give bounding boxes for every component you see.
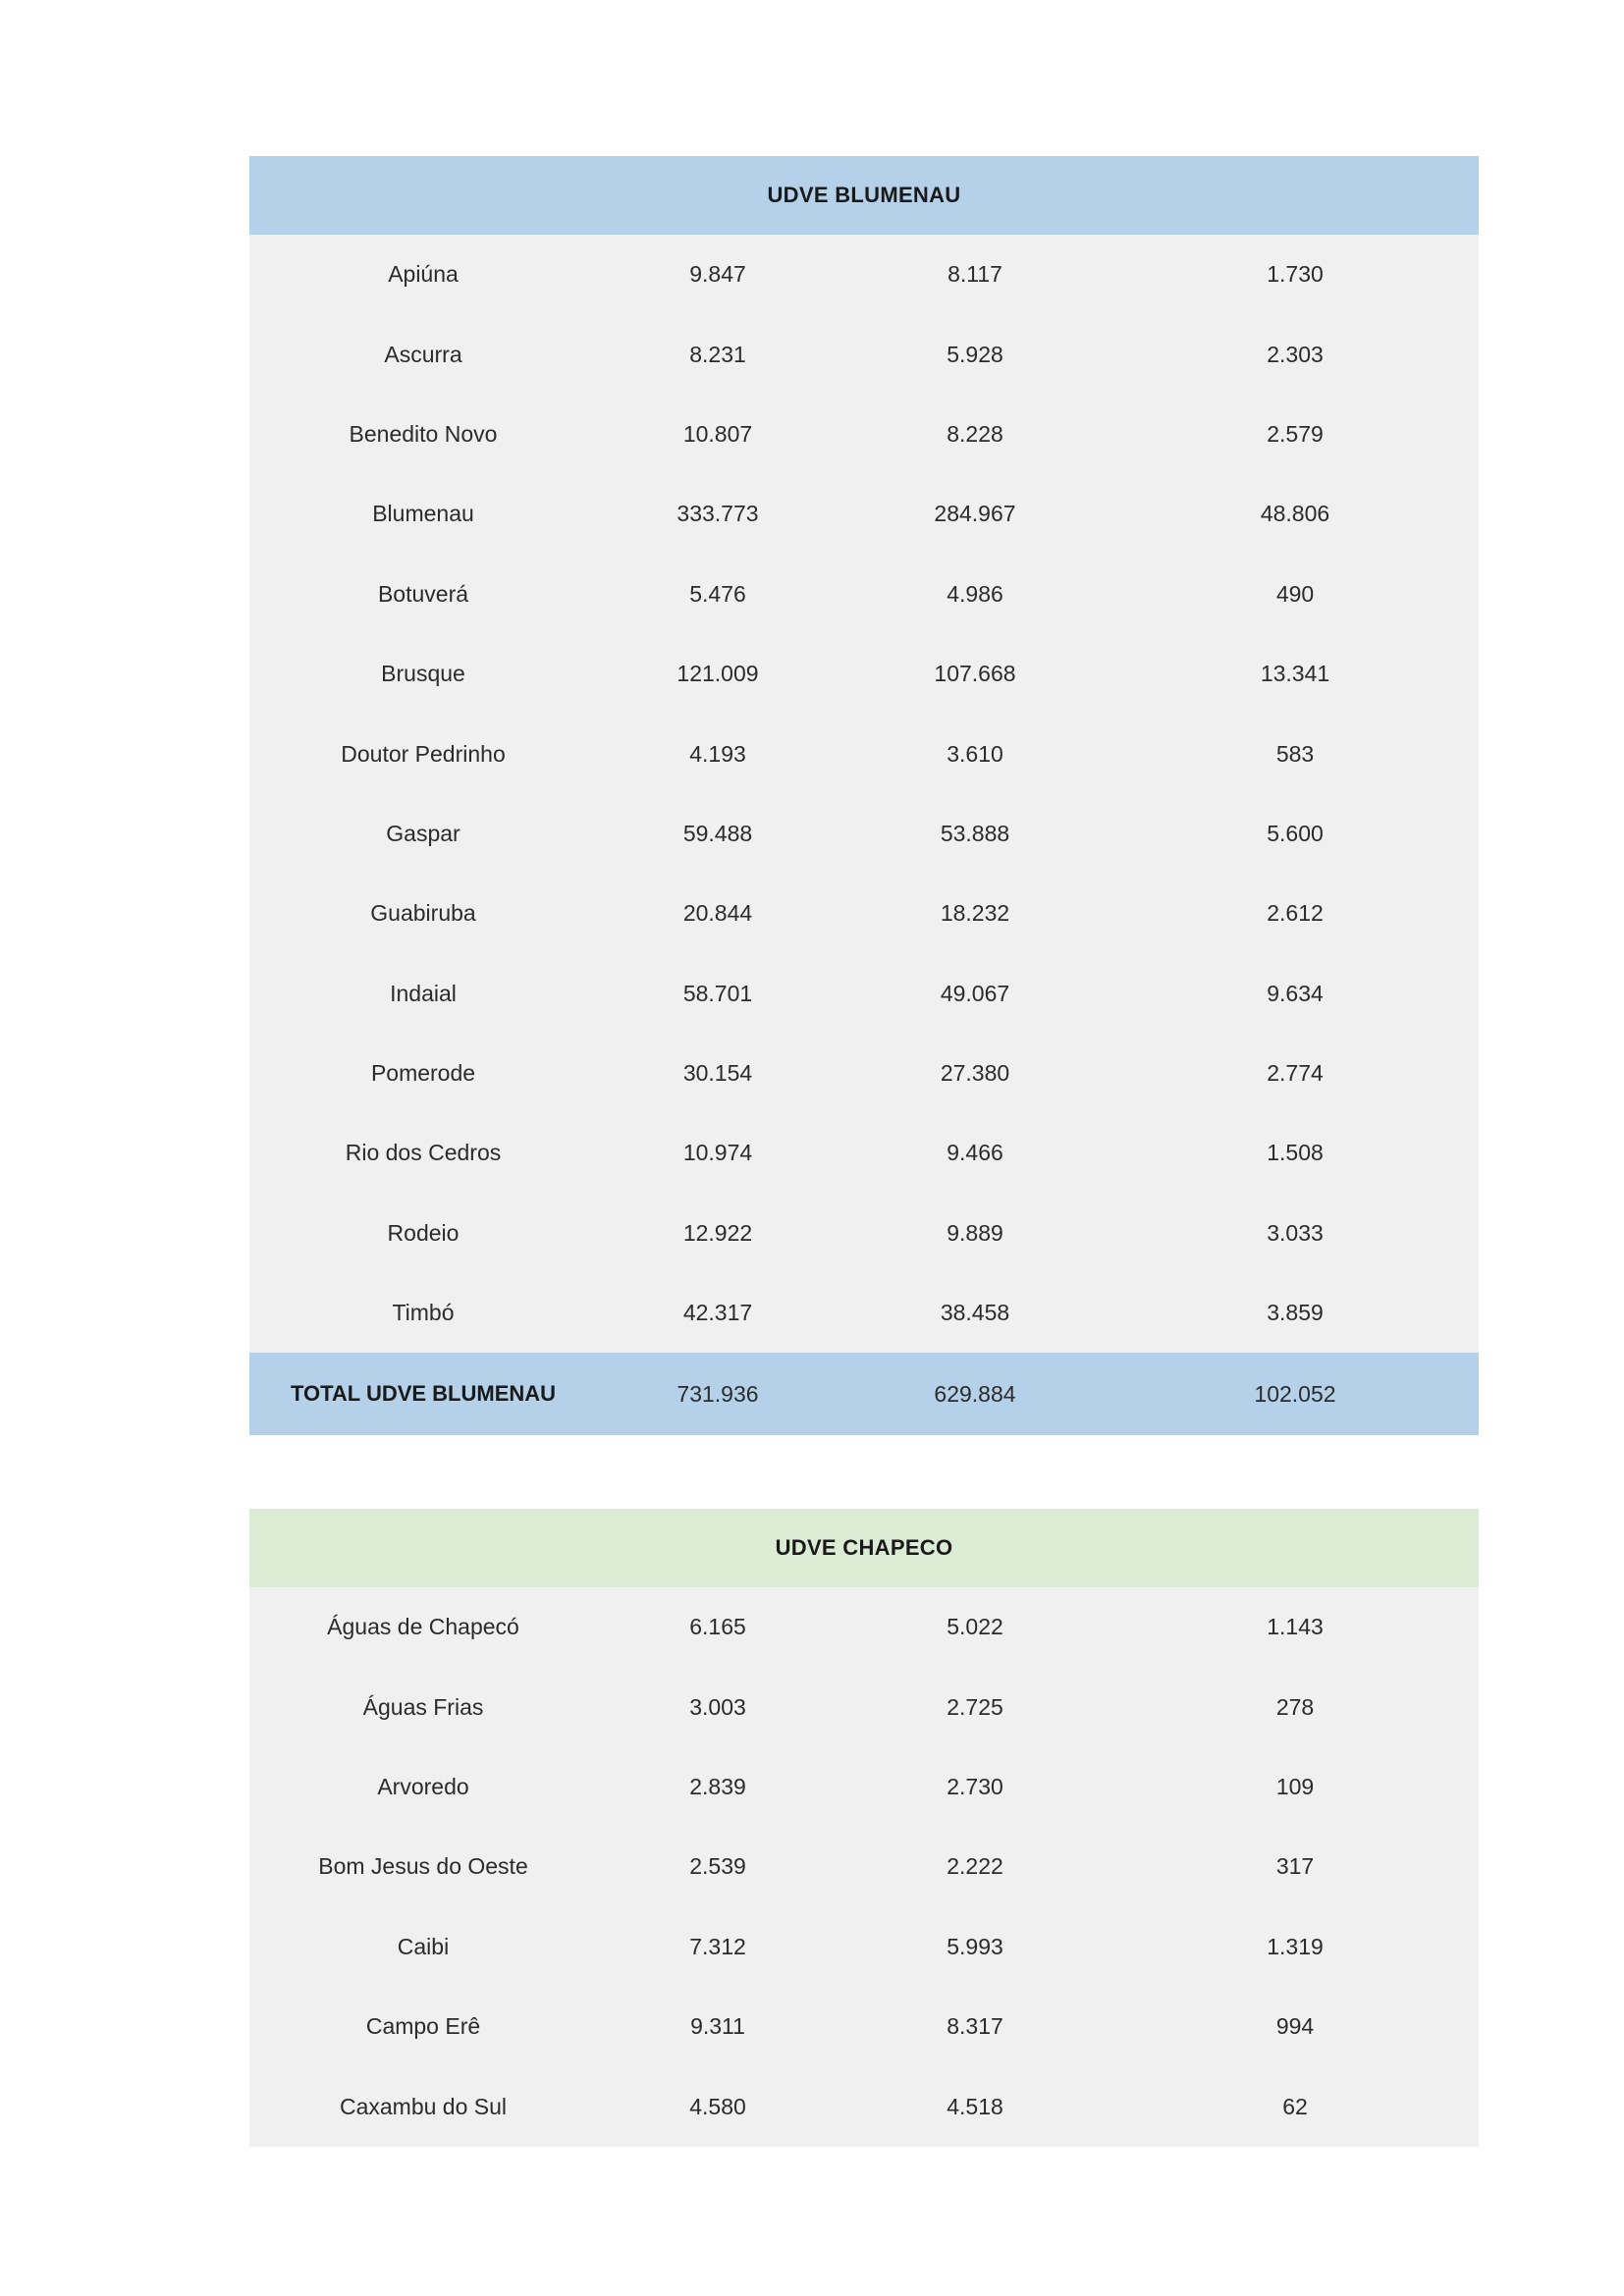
value-cell-2: 2.222 bbox=[947, 1853, 1003, 1880]
municipality-cell: Águas Frias bbox=[362, 1693, 484, 1720]
value-cell-3: 48.806 bbox=[1260, 501, 1330, 527]
municipality-cell: Guabiruba bbox=[370, 900, 476, 927]
municipality-cell: Bom Jesus do Oeste bbox=[318, 1853, 528, 1880]
value-cell-3: 994 bbox=[1275, 2013, 1315, 2040]
municipality-cell: Gaspar bbox=[386, 820, 460, 846]
value-cell-1: 7.312 bbox=[689, 1933, 746, 1959]
value-cell-2: 5.993 bbox=[947, 1933, 1003, 1959]
municipality-cell: Águas de Chapecó bbox=[327, 1614, 519, 1640]
table-header: UDVE BLUMENAU bbox=[249, 156, 1479, 235]
municipality-cell: Ascurra bbox=[384, 341, 462, 367]
value-cell-1: 59.488 bbox=[682, 820, 753, 846]
table-row bbox=[249, 1747, 1479, 1827]
value-cell-3: 62 bbox=[1282, 2093, 1308, 2119]
table-row bbox=[249, 1034, 1479, 1113]
value-cell-2: 9.889 bbox=[947, 1219, 1003, 1246]
value-cell-2: 8.317 bbox=[947, 2013, 1003, 2040]
value-cell-3: 1.730 bbox=[1267, 261, 1324, 288]
value-cell-3: 490 bbox=[1275, 580, 1315, 607]
value-cell-1: 20.844 bbox=[682, 900, 753, 927]
table-header: UDVE CHAPECO bbox=[249, 1509, 1479, 1587]
value-cell-2: 3.610 bbox=[947, 740, 1003, 767]
table-row bbox=[249, 1587, 1479, 1667]
municipality-cell: Indaial bbox=[390, 980, 457, 1006]
value-cell-1: 9.847 bbox=[689, 261, 746, 288]
value-cell-2: 5.022 bbox=[947, 1614, 1003, 1640]
value-cell-3: 2.579 bbox=[1267, 420, 1324, 447]
table-row bbox=[249, 235, 1479, 314]
total-value-3: 102.052 bbox=[1254, 1380, 1336, 1407]
table-row bbox=[249, 634, 1479, 714]
value-cell-2: 8.228 bbox=[947, 420, 1003, 447]
table-body bbox=[249, 1587, 1479, 2147]
value-cell-2: 8.117 bbox=[947, 261, 1002, 288]
total-row bbox=[249, 1353, 1479, 1435]
value-cell-1: 4.193 bbox=[689, 740, 746, 767]
value-cell-2: 18.232 bbox=[940, 900, 1010, 927]
value-cell-1: 5.476 bbox=[689, 580, 746, 607]
udve-chapeco-table bbox=[249, 1509, 1479, 2147]
value-cell-1: 3.003 bbox=[689, 1693, 746, 1720]
value-cell-1: 9.311 bbox=[690, 2013, 745, 2040]
municipality-cell: Rodeio bbox=[387, 1219, 460, 1246]
value-cell-2: 2.730 bbox=[947, 1773, 1003, 1799]
total-label: TOTAL UDVE BLUMENAU bbox=[290, 1381, 557, 1407]
table-row bbox=[249, 1194, 1479, 1273]
value-cell-2: 5.928 bbox=[947, 341, 1003, 367]
value-cell-3: 278 bbox=[1275, 1693, 1315, 1720]
value-cell-3: 1.319 bbox=[1267, 1933, 1324, 1959]
table-row bbox=[249, 1987, 1479, 2066]
value-cell-3: 583 bbox=[1275, 740, 1315, 767]
municipality-cell: Caibi bbox=[397, 1933, 450, 1959]
value-cell-3: 3.033 bbox=[1267, 1219, 1324, 1246]
municipality-cell: Apiúna bbox=[388, 261, 459, 288]
value-cell-1: 42.317 bbox=[682, 1300, 753, 1326]
table-row bbox=[249, 1273, 1479, 1353]
value-cell-2: 53.888 bbox=[940, 820, 1010, 846]
table-row bbox=[249, 555, 1479, 634]
municipality-cell: Caxambu do Sul bbox=[339, 2093, 508, 2119]
value-cell-3: 1.508 bbox=[1267, 1140, 1324, 1166]
value-cell-3: 3.859 bbox=[1267, 1300, 1324, 1326]
table-row bbox=[249, 1827, 1479, 1906]
municipality-cell: Blumenau bbox=[372, 501, 474, 527]
table-row bbox=[249, 954, 1479, 1034]
municipality-cell: Timbó bbox=[392, 1300, 455, 1326]
value-cell-3: 9.634 bbox=[1267, 980, 1324, 1006]
table-row bbox=[249, 2066, 1479, 2146]
value-cell-2: 4.986 bbox=[947, 580, 1003, 607]
table-row bbox=[249, 395, 1479, 474]
municipality-cell: Botuverá bbox=[377, 580, 469, 607]
value-cell-3: 109 bbox=[1275, 1773, 1315, 1799]
municipality-cell: Benedito Novo bbox=[349, 420, 498, 447]
table-row bbox=[249, 474, 1479, 554]
value-cell-3: 2.774 bbox=[1267, 1060, 1324, 1087]
value-cell-1: 30.154 bbox=[682, 1060, 753, 1087]
value-cell-2: 49.067 bbox=[940, 980, 1010, 1006]
value-cell-1: 10.974 bbox=[682, 1140, 753, 1166]
municipality-cell: Doutor Pedrinho bbox=[341, 740, 506, 767]
municipality-cell: Brusque bbox=[381, 661, 465, 687]
value-cell-1: 58.701 bbox=[682, 980, 753, 1006]
value-cell-3: 2.612 bbox=[1267, 900, 1324, 927]
table-row bbox=[249, 1113, 1479, 1193]
value-cell-1: 12.922 bbox=[682, 1219, 753, 1246]
municipality-cell: Arvoredo bbox=[377, 1773, 469, 1799]
table-row bbox=[249, 794, 1479, 874]
value-cell-2: 27.380 bbox=[940, 1060, 1010, 1087]
value-cell-3: 317 bbox=[1275, 1853, 1315, 1880]
value-cell-1: 333.773 bbox=[677, 501, 759, 527]
value-cell-1: 8.231 bbox=[689, 341, 746, 367]
udve-blumenau-table bbox=[249, 156, 1479, 1435]
municipality-cell: Campo Erê bbox=[365, 2013, 481, 2040]
table-row bbox=[249, 714, 1479, 793]
value-cell-2: 284.967 bbox=[934, 501, 1016, 527]
table-row bbox=[249, 1667, 1479, 1746]
value-cell-1: 6.165 bbox=[689, 1614, 746, 1640]
value-cell-3: 1.143 bbox=[1267, 1614, 1324, 1640]
table-row bbox=[249, 314, 1479, 394]
value-cell-2: 4.518 bbox=[947, 2093, 1003, 2119]
value-cell-1: 121.009 bbox=[677, 661, 759, 687]
table-row bbox=[249, 874, 1479, 953]
total-value-1: 731.936 bbox=[677, 1380, 759, 1407]
municipality-cell: Rio dos Cedros bbox=[345, 1140, 502, 1166]
value-cell-3: 13.341 bbox=[1260, 661, 1330, 687]
value-cell-3: 5.600 bbox=[1267, 820, 1324, 846]
value-cell-1: 4.580 bbox=[689, 2093, 746, 2119]
total-value-2: 629.884 bbox=[934, 1380, 1016, 1407]
table-body bbox=[249, 235, 1479, 1353]
value-cell-2: 107.668 bbox=[934, 661, 1016, 687]
value-cell-1: 2.539 bbox=[689, 1853, 746, 1880]
table-row bbox=[249, 1907, 1479, 1987]
value-cell-1: 2.839 bbox=[689, 1773, 746, 1799]
value-cell-2: 38.458 bbox=[940, 1300, 1010, 1326]
value-cell-1: 10.807 bbox=[682, 420, 753, 447]
value-cell-3: 2.303 bbox=[1267, 341, 1324, 367]
value-cell-2: 2.725 bbox=[947, 1693, 1003, 1720]
municipality-cell: Pomerode bbox=[370, 1060, 476, 1087]
value-cell-2: 9.466 bbox=[947, 1140, 1003, 1166]
